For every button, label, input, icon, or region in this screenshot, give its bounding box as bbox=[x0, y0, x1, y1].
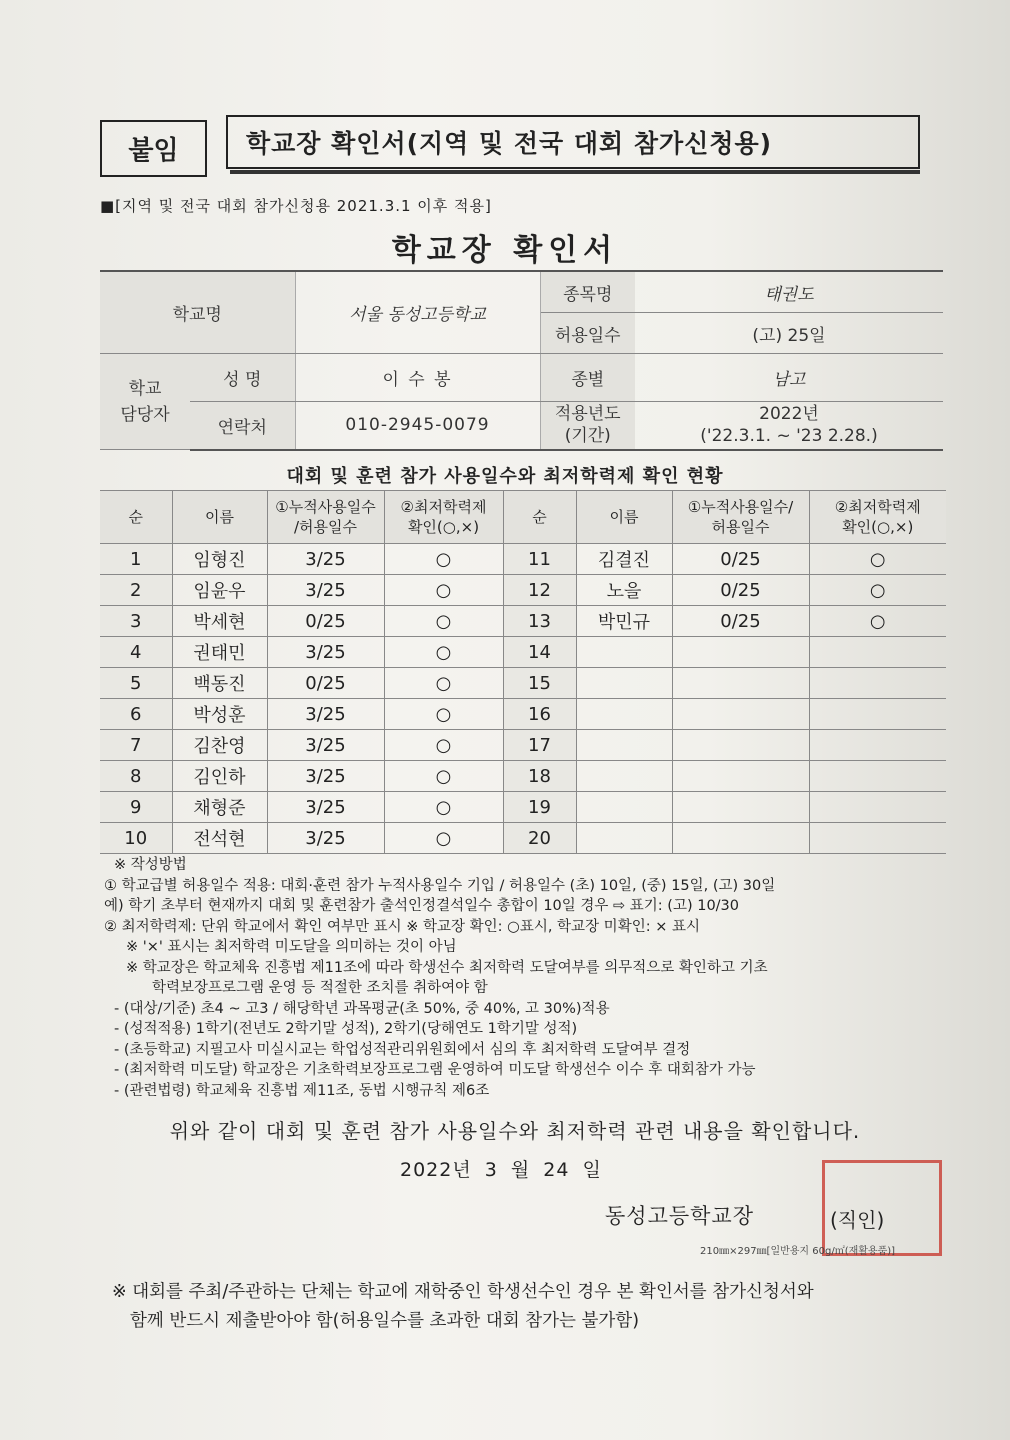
academic-check: ○ bbox=[384, 730, 503, 761]
school-name-value: 서울 동성고등학교 bbox=[295, 271, 540, 354]
gender-label: 종별 bbox=[540, 354, 635, 402]
header-academic: ②최저학력제 확인(○,×) bbox=[384, 491, 503, 544]
year-cell bbox=[635, 402, 943, 450]
table-row bbox=[100, 699, 946, 730]
days-used bbox=[672, 699, 809, 730]
student-name: 김인하 bbox=[172, 761, 267, 792]
academic-check: ○ bbox=[809, 575, 946, 606]
sport-label: 종목명 bbox=[540, 271, 635, 313]
row-number: 6 bbox=[100, 699, 172, 730]
row-number: 14 bbox=[503, 637, 576, 668]
instruction-line: ② 최저학력제: 단위 학교에서 확인 여부만 표시 ※ 학교장 확인: ○표시, 학교장 미확인: × 표시 bbox=[104, 918, 700, 935]
header-no: 순 bbox=[100, 491, 172, 544]
student-name bbox=[576, 792, 672, 823]
attendance-table bbox=[100, 490, 946, 854]
academic-check: ○ bbox=[384, 668, 503, 699]
allowed-days-label: 허용일수 bbox=[540, 313, 635, 354]
days-used bbox=[672, 792, 809, 823]
attendance-heading: 대회 및 훈련 참가 사용일수와 최저학력제 확인 현황 bbox=[286, 466, 724, 487]
gender-value: 남고 bbox=[635, 354, 943, 402]
footer-note-line: ※ 대회를 주최/주관하는 단체는 학교에 재학중인 학생선수인 경우 본 확인서를 참가신청서와 bbox=[112, 1282, 814, 1302]
academic-check: ○ bbox=[384, 637, 503, 668]
row-number: 5 bbox=[100, 668, 172, 699]
student-name bbox=[576, 699, 672, 730]
contact-person-label: 학교 담당자 bbox=[100, 354, 190, 450]
days-used: 0/25 bbox=[267, 668, 384, 699]
instruction-line: - (대상/기준) 초4 ~ 고3 / 해당학년 과목평균(초 50%, 중 40%, 고 30%)적용 bbox=[114, 1000, 610, 1017]
row-number: 11 bbox=[503, 544, 576, 575]
instruction-line: ① 학교급별 허용일수 적용: 대회·훈련 참가 누적사용일수 기입 / 허용일수 (초) 10일, (중) 15일, (고) 30일 bbox=[104, 877, 776, 894]
header-no-right: 순 bbox=[503, 491, 576, 544]
row-number: 3 bbox=[100, 606, 172, 637]
instruction-line: 예) 학기 초부터 현재까지 대회 및 훈련참가 출석인정결석일수 총합이 10일 경우 ⇨ 표기: (고) 10/30 bbox=[104, 898, 740, 914]
student-name: 김결진 bbox=[576, 544, 672, 575]
academic-check bbox=[809, 668, 946, 699]
student-name: 김찬영 bbox=[172, 730, 267, 761]
student-name bbox=[576, 637, 672, 668]
school-info-table bbox=[100, 270, 943, 451]
academic-check: ○ bbox=[384, 792, 503, 823]
phone-value: 010-2945-0079 bbox=[295, 402, 540, 450]
name-label: 성 명 bbox=[190, 354, 295, 402]
academic-check bbox=[809, 761, 946, 792]
academic-check bbox=[809, 823, 946, 854]
row-number: 10 bbox=[100, 823, 172, 854]
academic-check bbox=[809, 730, 946, 761]
days-used: 3/25 bbox=[267, 823, 384, 854]
academic-check: ○ bbox=[384, 699, 503, 730]
table-row bbox=[100, 637, 946, 668]
academic-check: ○ bbox=[384, 761, 503, 792]
instruction-line: - (관련법령) 학교체육 진흥법 제11조, 동법 시행규칙 제6조 bbox=[114, 1082, 490, 1099]
days-used: 3/25 bbox=[267, 544, 384, 575]
instruction-line: - (최저학력 미도달) 학교장은 기초학력보장프로그램 운영하여 미도달 학생선수 이수 후 대회참가 가능 bbox=[114, 1062, 756, 1078]
student-name bbox=[576, 668, 672, 699]
academic-check: ○ bbox=[809, 606, 946, 637]
days-used: 3/25 bbox=[267, 575, 384, 606]
table-row bbox=[100, 730, 946, 761]
days-used: 0/25 bbox=[672, 575, 809, 606]
row-number: 8 bbox=[100, 761, 172, 792]
principal-signature-line: 동성고등학교장 bbox=[605, 1204, 755, 1228]
days-used: 3/25 bbox=[267, 730, 384, 761]
student-name: 채형준 bbox=[172, 792, 267, 823]
footer-note-line: 함께 반드시 제출받아야 함(허용일수를 초과한 대회 참가는 불가함) bbox=[130, 1311, 640, 1331]
academic-check: ○ bbox=[384, 823, 503, 854]
student-name: 백동진 bbox=[172, 668, 267, 699]
attendance-header-row bbox=[100, 491, 946, 544]
header-name: 이름 bbox=[172, 491, 267, 544]
allowed-days-value: (고) 25일 bbox=[635, 313, 943, 354]
academic-check: ○ bbox=[809, 544, 946, 575]
table-row bbox=[100, 668, 946, 699]
header-academic-right: ②최저학력제 확인(○,×) bbox=[809, 491, 946, 544]
form-title: 학교장 확인서(지역 및 전국 대회 참가신청용) bbox=[226, 115, 920, 169]
row-number: 18 bbox=[503, 761, 576, 792]
header-name-right: 이름 bbox=[576, 491, 672, 544]
student-name bbox=[576, 823, 672, 854]
academic-check bbox=[809, 637, 946, 668]
days-used bbox=[672, 730, 809, 761]
table-row bbox=[100, 761, 946, 792]
academic-check: ○ bbox=[384, 544, 503, 575]
instruction-line: ※ '×' 표시는 최저학력 미도달을 의미하는 것이 아님 bbox=[126, 939, 457, 955]
days-used bbox=[672, 823, 809, 854]
attachment-label: 붙임 bbox=[100, 120, 207, 177]
instruction-line: - (초등학교) 지필고사 미실시교는 학업성적관리위원회에서 심의 후 최저학력 도달여부 결정 bbox=[114, 1041, 691, 1058]
instruction-line: - (성적적용) 1학기(전년도 2학기말 성적), 2학기(당해연도 1학기말 성적) bbox=[114, 1021, 578, 1037]
issue-date: 2022년 3 월 24 일 bbox=[400, 1159, 602, 1181]
row-number: 19 bbox=[503, 792, 576, 823]
student-name: 임윤우 bbox=[172, 575, 267, 606]
row-number: 2 bbox=[100, 575, 172, 606]
row-number: 1 bbox=[100, 544, 172, 575]
days-used bbox=[672, 761, 809, 792]
applies-note: ■[지역 및 전국 대회 참가신청용 2021.3.1 이후 적용] bbox=[100, 197, 492, 215]
days-used: 3/25 bbox=[267, 761, 384, 792]
row-number: 16 bbox=[503, 699, 576, 730]
row-number: 12 bbox=[503, 575, 576, 606]
header-days: ①누적사용일수 /허용일수 bbox=[267, 491, 384, 544]
table-row bbox=[100, 575, 946, 606]
row-number: 9 bbox=[100, 792, 172, 823]
document-title: 학교장 확인서 bbox=[391, 233, 619, 268]
academic-check bbox=[809, 792, 946, 823]
instruction-line: 학력보장프로그램 운영 등 적절한 조치를 취하여야 함 bbox=[152, 980, 488, 996]
table-row bbox=[100, 606, 946, 637]
period-value: ('22.3.1. ~ '23 2.28.) bbox=[700, 426, 878, 447]
paper-spec: 210㎜×297㎜[일반용지 60g/㎡(재활용품)] bbox=[700, 1246, 896, 1257]
name-value: 이 수 봉 bbox=[295, 354, 540, 402]
instruction-line: ※ 학교장은 학교체육 진흥법 제11조에 따라 학생선수 최저학력 도달여부를 의무적으로 확인하고 기초 bbox=[126, 959, 768, 976]
sport-value: 태권도 bbox=[635, 271, 943, 313]
student-name: 권태민 bbox=[172, 637, 267, 668]
row-number: 17 bbox=[503, 730, 576, 761]
student-name: 박세현 bbox=[172, 606, 267, 637]
year-label: 적용년도 (기간) bbox=[540, 402, 635, 450]
confirmation-statement: 위와 같이 대회 및 훈련 참가 사용일수와 최저학력 관련 내용을 확인합니다. bbox=[169, 1119, 861, 1143]
instruction-line: ※ 작성방법 bbox=[114, 857, 187, 873]
row-number: 13 bbox=[503, 606, 576, 637]
year-value: 2022년 bbox=[759, 404, 819, 425]
row-number: 7 bbox=[100, 730, 172, 761]
days-used bbox=[672, 637, 809, 668]
table-row bbox=[100, 544, 946, 575]
title-box-shadow bbox=[230, 170, 920, 174]
footer-note bbox=[112, 1278, 932, 1336]
days-used: 3/25 bbox=[267, 699, 384, 730]
student-name bbox=[576, 730, 672, 761]
seal-label: (직인) bbox=[830, 1208, 885, 1232]
days-used: 0/25 bbox=[672, 544, 809, 575]
row-number: 20 bbox=[503, 823, 576, 854]
student-name: 노을 bbox=[576, 575, 672, 606]
header-days-right: ①누적사용일수/ 허용일수 bbox=[672, 491, 809, 544]
student-name: 임형진 bbox=[172, 544, 267, 575]
academic-check: ○ bbox=[384, 606, 503, 637]
days-used: 3/25 bbox=[267, 792, 384, 823]
academic-check bbox=[809, 699, 946, 730]
days-used: 0/25 bbox=[267, 606, 384, 637]
days-used: 3/25 bbox=[267, 637, 384, 668]
academic-check: ○ bbox=[384, 575, 503, 606]
student-name: 박성훈 bbox=[172, 699, 267, 730]
school-name-label: 학교명 bbox=[100, 271, 295, 354]
phone-label: 연락처 bbox=[190, 402, 295, 450]
student-name: 전석현 bbox=[172, 823, 267, 854]
row-number: 15 bbox=[503, 668, 576, 699]
row-number: 4 bbox=[100, 637, 172, 668]
table-row bbox=[100, 823, 946, 854]
student-name bbox=[576, 761, 672, 792]
table-row bbox=[100, 792, 946, 823]
days-used bbox=[672, 668, 809, 699]
days-used: 0/25 bbox=[672, 606, 809, 637]
writing-instructions bbox=[104, 855, 964, 1101]
student-name: 박민규 bbox=[576, 606, 672, 637]
